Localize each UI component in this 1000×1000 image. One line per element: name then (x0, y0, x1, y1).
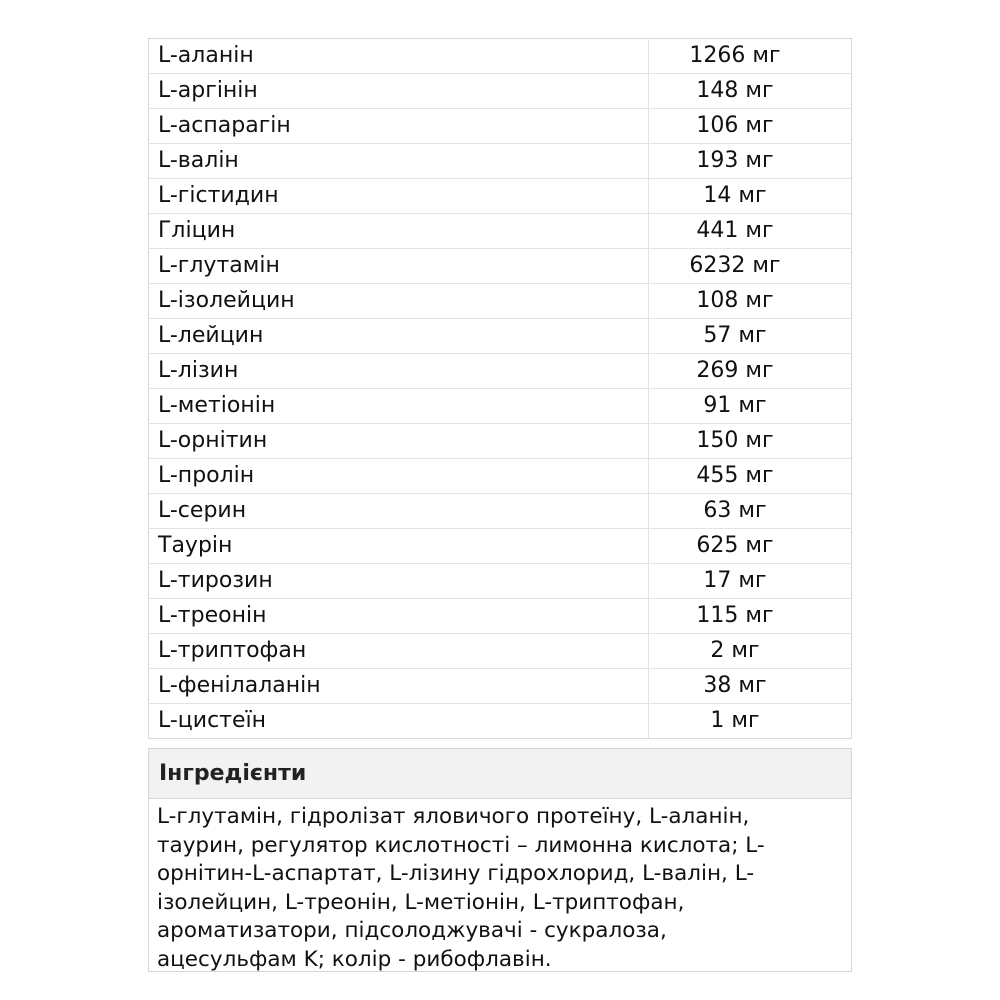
amino-acid-amount: 148 мг (649, 74, 852, 109)
amino-acid-name: L-лізин (149, 354, 649, 389)
amino-acid-amount: 6232 мг (649, 249, 852, 284)
ingredients-panel (148, 748, 852, 972)
amino-acid-amount: 1266 мг (649, 39, 852, 74)
table-row (149, 354, 852, 389)
amino-acid-table-body (149, 39, 852, 739)
amino-acid-amount: 455 мг (649, 459, 852, 494)
table-row (149, 249, 852, 284)
table-row (149, 669, 852, 704)
amino-acid-amount: 106 мг (649, 109, 852, 144)
amino-acid-name: L-аспарагін (149, 109, 649, 144)
amino-acid-amount: 193 мг (649, 144, 852, 179)
amino-acid-name: L-треонін (149, 599, 649, 634)
amino-acid-amount: 150 мг (649, 424, 852, 459)
amino-acid-name: L-валін (149, 144, 649, 179)
amino-acid-amount: 625 мг (649, 529, 852, 564)
table-row (149, 564, 852, 599)
table-row (149, 179, 852, 214)
amino-acid-amount: 269 мг (649, 354, 852, 389)
amino-acid-name: L-глутамін (149, 249, 649, 284)
table-row (149, 74, 852, 109)
table-row (149, 39, 852, 74)
table-row (149, 494, 852, 529)
amino-acid-name: L-орнітин (149, 424, 649, 459)
table-row (149, 284, 852, 319)
amino-acid-name: L-цистеїн (149, 704, 649, 739)
amino-acid-name: Гліцин (149, 214, 649, 249)
table-row (149, 214, 852, 249)
ingredients-title: Інгредієнти (149, 749, 851, 799)
amino-acid-amount: 441 мг (649, 214, 852, 249)
table-row (149, 704, 852, 739)
table-row (149, 424, 852, 459)
amino-acid-name: L-аргінін (149, 74, 649, 109)
amino-acid-amount: 108 мг (649, 284, 852, 319)
amino-acid-table (148, 38, 852, 739)
table-row (149, 599, 852, 634)
amino-acid-name: L-лейцин (149, 319, 649, 354)
table-row (149, 634, 852, 669)
amino-acid-name: Таурін (149, 529, 649, 564)
amino-acid-name: L-тирозин (149, 564, 649, 599)
table-row (149, 109, 852, 144)
amino-acid-name: L-метіонін (149, 389, 649, 424)
amino-acid-name: L-аланін (149, 39, 649, 74)
table-row (149, 529, 852, 564)
ingredients-line: L-глутамін, гідролізат яловичого протеїну, L-аланін, (157, 804, 750, 829)
amino-acid-name: L-серин (149, 494, 649, 529)
amino-acid-amount: 14 мг (649, 179, 852, 214)
table-row (149, 459, 852, 494)
amino-acid-name: L-фенілаланін (149, 669, 649, 704)
amino-acid-name: L-триптофан (149, 634, 649, 669)
amino-acid-amount: 38 мг (649, 669, 852, 704)
table-row (149, 144, 852, 179)
amino-acid-amount: 2 мг (649, 634, 852, 669)
amino-acid-amount: 63 мг (649, 494, 852, 529)
ingredients-line: ароматизатори, підсолоджувачі - сукралоза, (157, 918, 667, 943)
amino-acid-amount: 1 мг (710, 708, 760, 733)
ingredients-line: таурин, регулятор кислотності – лимонна кислота; L- (157, 832, 765, 858)
table-row (149, 389, 852, 424)
table-row (149, 319, 852, 354)
ingredients-line: орнітин-L-аспартат, L-лізину гідрохлорид, L-валін, L- (157, 861, 755, 886)
amino-acid-name: L-пролін (149, 459, 649, 494)
amino-acid-amount: 115 мг (649, 599, 852, 634)
ingredients-line: ацесульфам K; колір - рибофлавін. (157, 946, 552, 972)
ingredients-line: ізолейцин, L-треонін, L-метіонін, L-триптофан, (157, 889, 685, 915)
amino-acid-amount: 17 мг (649, 564, 852, 599)
ingredients-text (149, 799, 851, 971)
amino-acid-name: L-гістидин (149, 179, 649, 214)
amino-acid-amount: 57 мг (649, 319, 852, 354)
amino-acid-amount: 91 мг (649, 389, 852, 424)
amino-acid-name: L-ізолейцин (149, 284, 649, 319)
